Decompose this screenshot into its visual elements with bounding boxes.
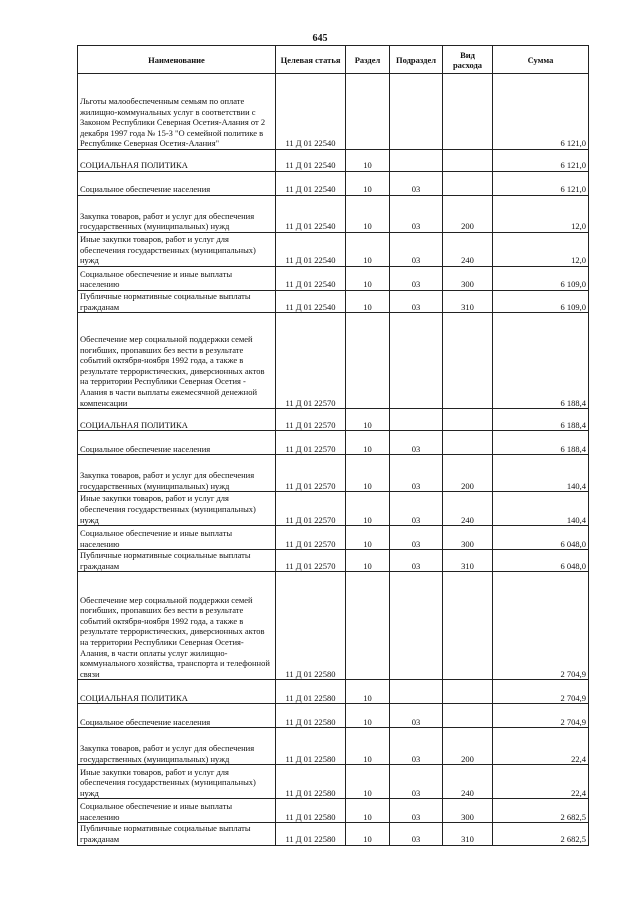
cell-amount: 140,4 [493,492,589,526]
cell-section: 10 [346,680,390,704]
cell-expense-type: 310 [443,550,493,572]
cell-target-article: 11 Д 01 22570 [276,313,346,409]
cell-subsection: 03 [390,492,443,526]
table-row [78,728,589,765]
table-row [78,572,589,680]
cell-expense-type: 300 [443,526,493,550]
cell-target-article: 11 Д 01 22540 [276,267,346,291]
cell-amount: 6 121,0 [493,150,589,172]
cell-expense-type [443,431,493,455]
cell-subsection: 03 [390,765,443,799]
cell-expense-type [443,313,493,409]
cell-amount: 6 109,0 [493,291,589,313]
cell-subsection: 03 [390,728,443,765]
cell-expense-type: 200 [443,455,493,492]
budget-table [77,45,589,846]
cell-section [346,572,390,680]
table-row [78,196,589,233]
cell-name: Иные закупки товаров, работ и услуг для обеспечения государственных (муниципальных) нужд [78,233,276,267]
cell-target-article: 11 Д 01 22580 [276,680,346,704]
cell-amount: 22,4 [493,728,589,765]
cell-section: 10 [346,492,390,526]
table-row [78,409,589,431]
cell-amount: 6 109,0 [493,267,589,291]
cell-subsection: 03 [390,431,443,455]
table-row [78,823,589,845]
table-row [78,704,589,728]
cell-section: 10 [346,172,390,196]
cell-name: Публичные нормативные социальные выплаты гражданам [78,823,276,845]
table-row [78,550,589,572]
cell-section: 10 [346,823,390,845]
cell-amount: 6 188,4 [493,409,589,431]
cell-name: Иные закупки товаров, работ и услуг для обеспечения государственных (муниципальных) нужд [78,765,276,799]
cell-expense-type: 300 [443,799,493,823]
cell-subsection: 03 [390,799,443,823]
cell-expense-type: 240 [443,765,493,799]
table-row [78,799,589,823]
cell-target-article: 11 Д 01 22570 [276,409,346,431]
cell-target-article: 11 Д 01 22540 [276,291,346,313]
cell-amount: 12,0 [493,233,589,267]
cell-section [346,74,390,150]
cell-subsection: 03 [390,172,443,196]
cell-section: 10 [346,550,390,572]
cell-name: СОЦИАЛЬНАЯ ПОЛИТИКА [78,680,276,704]
cell-expense-type [443,409,493,431]
cell-target-article: 11 Д 01 22570 [276,455,346,492]
cell-name: Публичные нормативные социальные выплаты гражданам [78,291,276,313]
cell-expense-type: 200 [443,196,493,233]
cell-expense-type: 300 [443,267,493,291]
cell-expense-type [443,704,493,728]
cell-name: Льготы малообеспеченным семьям по оплате жилищно-коммунальных услуг в соответствии с Законом Республики Северная Осетия-Алания от 2 декабря 1997 года № 15-З "О семейной политике в Республике Северная Осетия-Алания" [78,74,276,150]
cell-section: 10 [346,526,390,550]
cell-section: 10 [346,150,390,172]
cell-section: 10 [346,728,390,765]
table-row [78,74,589,150]
cell-name: Социальное обеспечение и иные выплаты населению [78,267,276,291]
cell-name: Иные закупки товаров, работ и услуг для обеспечения государственных (муниципальных) нужд [78,492,276,526]
cell-section: 10 [346,196,390,233]
cell-expense-type: 240 [443,492,493,526]
cell-subsection [390,572,443,680]
cell-name: Публичные нормативные социальные выплаты гражданам [78,550,276,572]
table-row [78,267,589,291]
cell-target-article: 11 Д 01 22570 [276,492,346,526]
cell-amount: 6 121,0 [493,172,589,196]
column-header-section: Раздел [346,46,390,74]
cell-name: Социальное обеспечение населения [78,431,276,455]
cell-subsection: 03 [390,704,443,728]
cell-section [346,313,390,409]
cell-section: 10 [346,409,390,431]
cell-name: СОЦИАЛЬНАЯ ПОЛИТИКА [78,409,276,431]
cell-amount: 6 121,0 [493,74,589,150]
cell-section: 10 [346,799,390,823]
cell-target-article: 11 Д 01 22580 [276,823,346,845]
cell-name: Социальное обеспечение и иные выплаты населению [78,526,276,550]
cell-subsection: 03 [390,267,443,291]
cell-target-article: 11 Д 01 22540 [276,196,346,233]
cell-subsection: 03 [390,455,443,492]
cell-target-article: 11 Д 01 22540 [276,172,346,196]
cell-name: Социальное обеспечение населения [78,172,276,196]
cell-amount: 2 704,9 [493,572,589,680]
cell-section: 10 [346,765,390,799]
cell-amount: 2 682,5 [493,799,589,823]
cell-subsection [390,680,443,704]
cell-expense-type: 200 [443,728,493,765]
table-row [78,233,589,267]
cell-expense-type [443,680,493,704]
column-header-target: Целевая статья [276,46,346,74]
cell-target-article: 11 Д 01 22580 [276,728,346,765]
cell-expense-type: 310 [443,823,493,845]
cell-name: Закупка товаров, работ и услуг для обеспечения государственных (муниципальных) нужд [78,196,276,233]
cell-target-article: 11 Д 01 22540 [276,233,346,267]
column-header-name: Наименование [78,46,276,74]
cell-section: 10 [346,267,390,291]
cell-subsection: 03 [390,550,443,572]
cell-target-article: 11 Д 01 22570 [276,526,346,550]
cell-expense-type [443,150,493,172]
cell-subsection: 03 [390,196,443,233]
column-header-subsection: Подраздел [390,46,443,74]
cell-target-article: 11 Д 01 22580 [276,765,346,799]
cell-target-article: 11 Д 01 22570 [276,431,346,455]
cell-target-article: 11 Д 01 22570 [276,550,346,572]
table-row [78,455,589,492]
cell-target-article: 11 Д 01 22540 [276,150,346,172]
cell-target-article: 11 Д 01 22540 [276,74,346,150]
cell-section: 10 [346,455,390,492]
cell-subsection [390,313,443,409]
cell-amount: 2 682,5 [493,823,589,845]
column-header-amount: Сумма [493,46,589,74]
cell-expense-type: 240 [443,233,493,267]
cell-target-article: 11 Д 01 22580 [276,704,346,728]
cell-name: Социальное обеспечение и иные выплаты населению [78,799,276,823]
cell-name: СОЦИАЛЬНАЯ ПОЛИТИКА [78,150,276,172]
cell-subsection [390,150,443,172]
cell-amount: 12,0 [493,196,589,233]
cell-section: 10 [346,233,390,267]
table-row [78,492,589,526]
table-row [78,680,589,704]
cell-section: 10 [346,291,390,313]
cell-expense-type [443,74,493,150]
cell-expense-type: 310 [443,291,493,313]
table-row [78,313,589,409]
cell-amount: 140,4 [493,455,589,492]
cell-subsection: 03 [390,291,443,313]
cell-amount: 2 704,9 [493,704,589,728]
table-row [78,150,589,172]
cell-section: 10 [346,704,390,728]
cell-expense-type [443,572,493,680]
cell-subsection [390,409,443,431]
cell-amount: 6 188,4 [493,313,589,409]
cell-target-article: 11 Д 01 22580 [276,799,346,823]
cell-subsection [390,74,443,150]
table-row [78,291,589,313]
cell-name: Обеспечение мер социальной поддержки семей погибших, пропавших без вести в результате событий октября-ноября 1992 года, а также в результате террористических, диверсионных актов на территории Республики Северная Осетия - Алания в части выплаты ежемесячной денежной компенсации [78,313,276,409]
cell-name: Закупка товаров, работ и услуг для обеспечения государственных (муниципальных) нужд [78,455,276,492]
page-number: 645 [312,33,328,44]
cell-subsection: 03 [390,233,443,267]
cell-target-article: 11 Д 01 22580 [276,572,346,680]
table-row [78,172,589,196]
cell-subsection: 03 [390,526,443,550]
table-header-row [78,46,589,74]
column-header-expense-type: Вид расхода [443,46,493,74]
table-row [78,431,589,455]
cell-amount: 6 048,0 [493,550,589,572]
cell-section: 10 [346,431,390,455]
table-row [78,526,589,550]
cell-amount: 6 188,4 [493,431,589,455]
table-row [78,765,589,799]
cell-name: Социальное обеспечение населения [78,704,276,728]
cell-amount: 2 704,9 [493,680,589,704]
cell-amount: 6 048,0 [493,526,589,550]
cell-subsection: 03 [390,823,443,845]
cell-name: Закупка товаров, работ и услуг для обеспечения государственных (муниципальных) нужд [78,728,276,765]
cell-name: Обеспечение мер социальной поддержки семей погибших, пропавших без вести в результате событий октября-ноября 1992 года, а также в результате террористических, диверсионных актов на территории Республики Северная Осетия-Алания, в части оплаты услуг жилищно-коммунального хозяйства, транспорта и телефонной связи [78,572,276,680]
cell-amount: 22,4 [493,765,589,799]
cell-expense-type [443,172,493,196]
